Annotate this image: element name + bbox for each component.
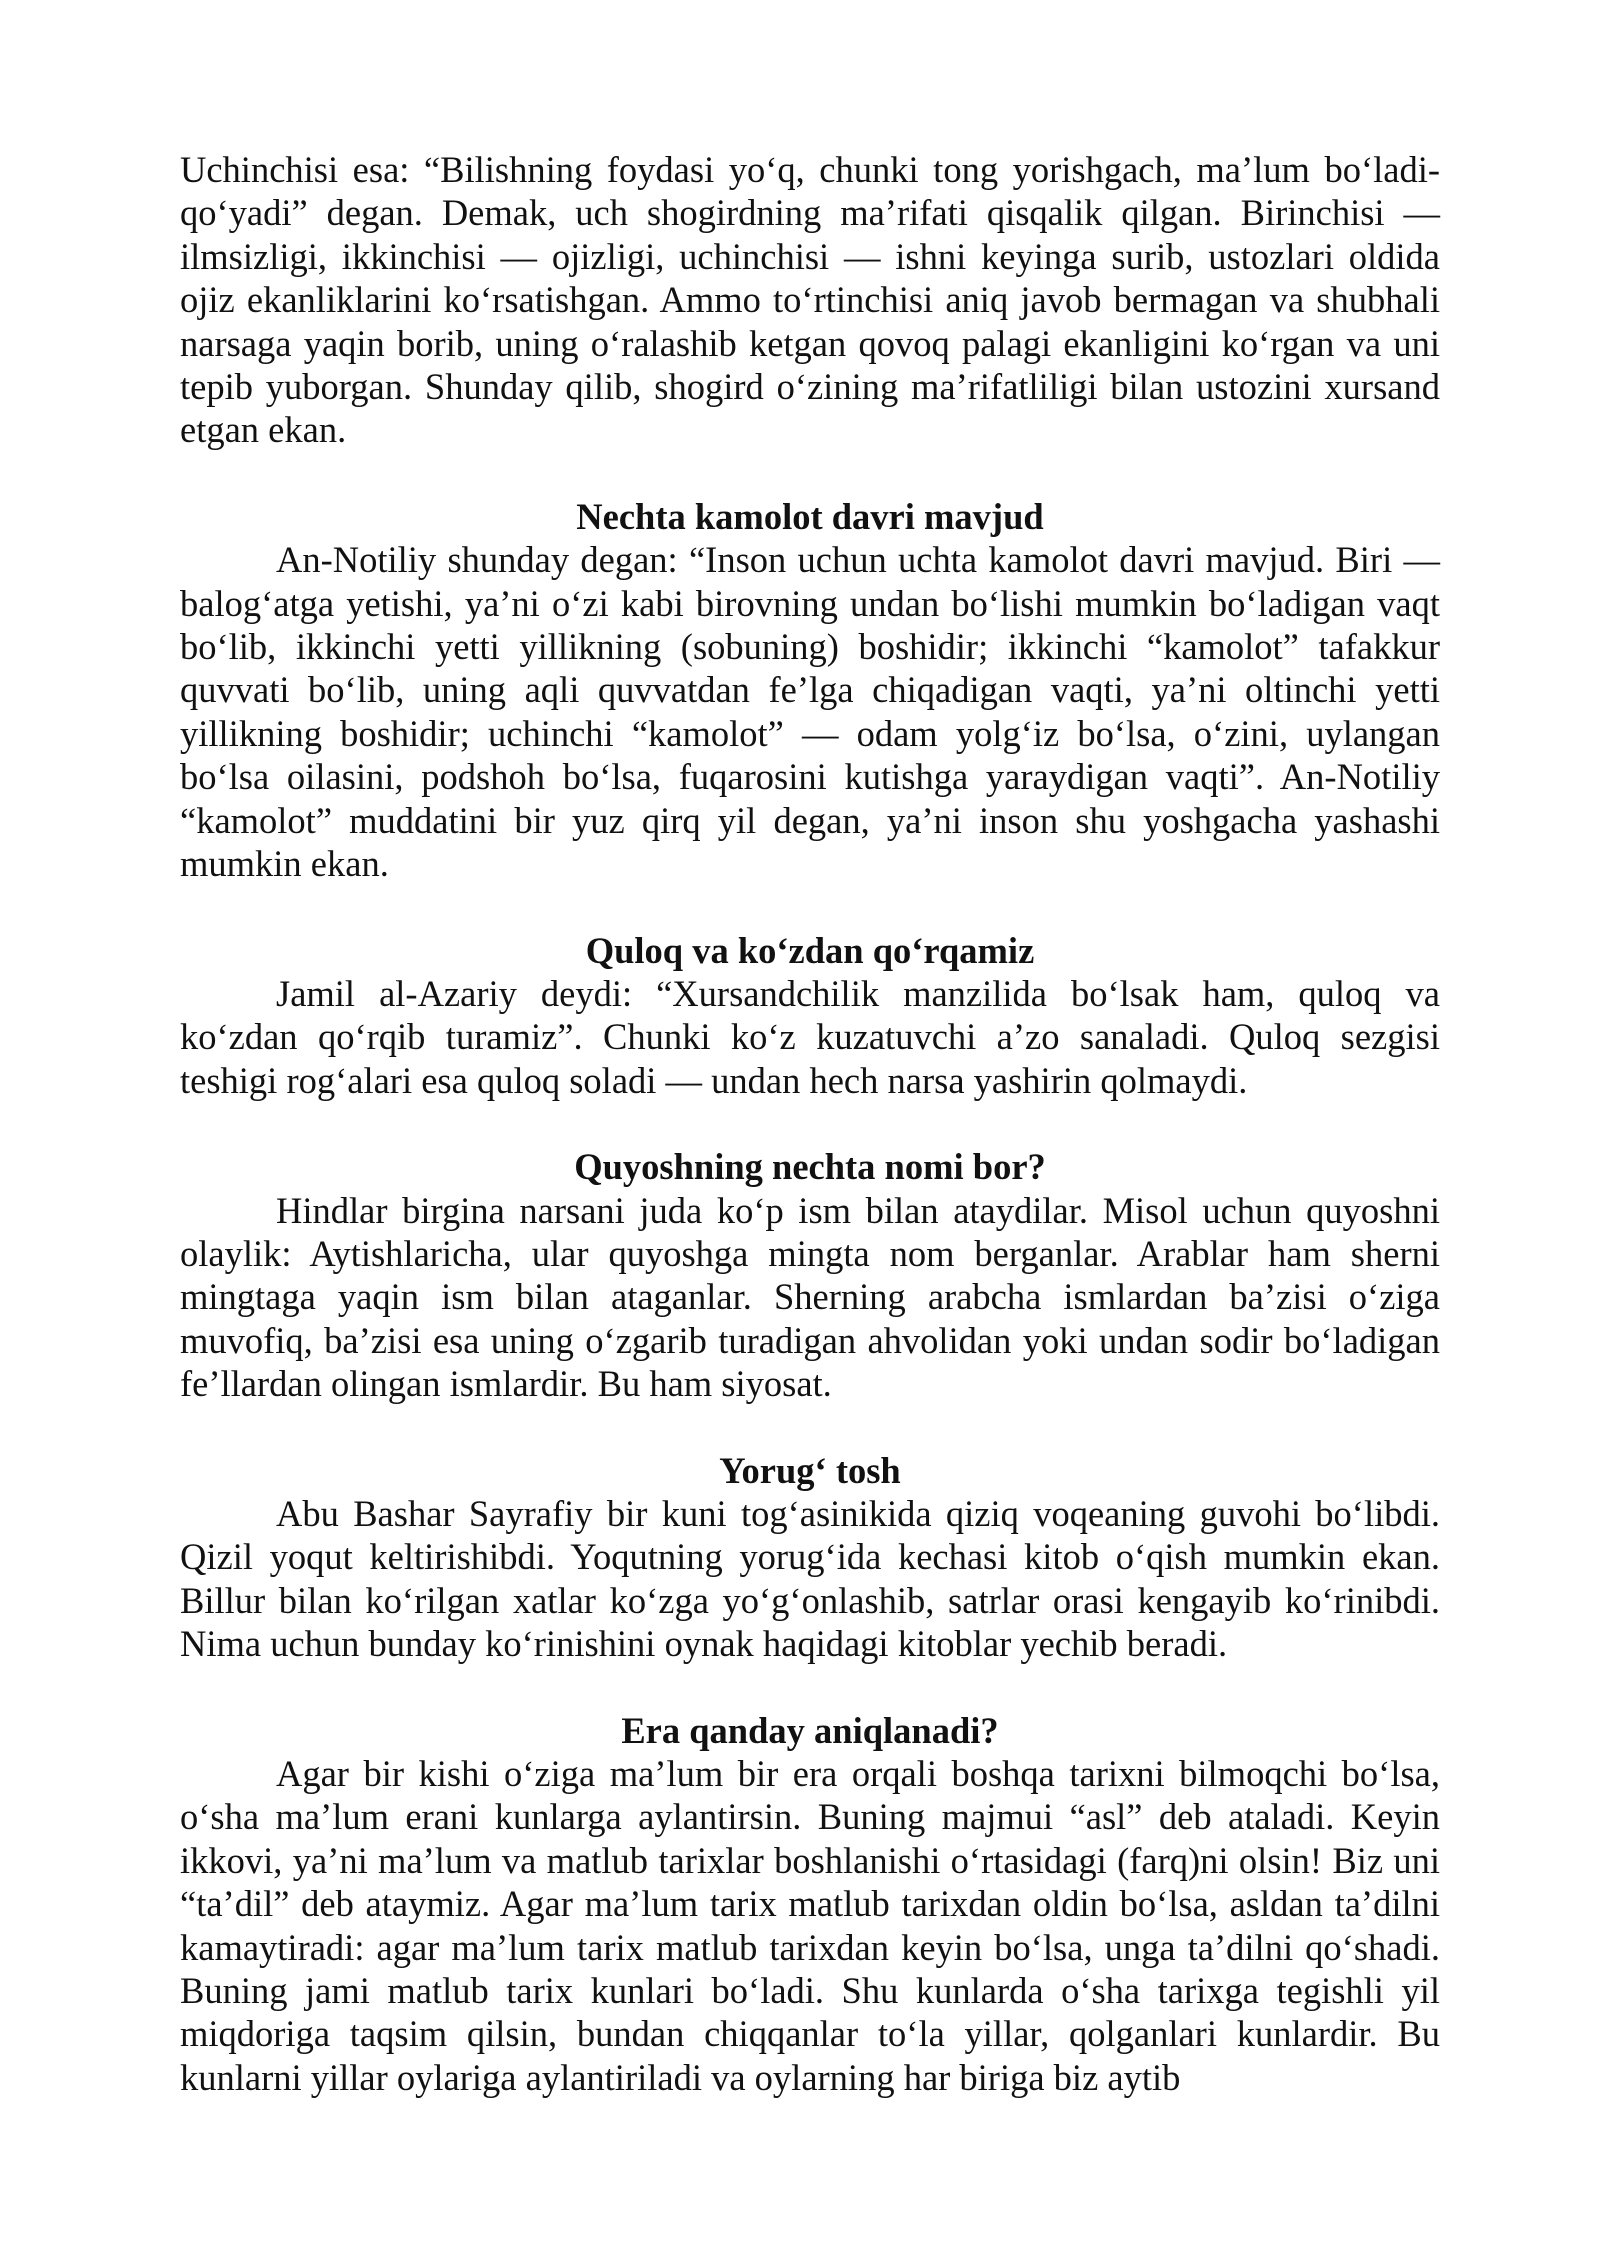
intro-paragraph: Uchinchisi esa: “Bilishning foydasi yo‘q, chunki tong yorishgach, ma’lum bo‘ladi-qo‘yadi” degan. Demak, uch shogirdning ma’rifati qisqalik qilgan. Birinchisi — ilmsizligi, ikkinchisi — ojizligi, uchinchisi — ishni keyinga surib, ustozlari oldida ojiz ekanliklarini ko‘rsatishgan. Ammo to‘rtinchisi aniq javob bermagan va shubhali narsaga yaqin borib, uning o‘ralashib ketgan qovoq palagi ekanligini ko‘rgan va uni tepib yuborgan. Shunday qilib, shogird o‘zining ma’rifatliligi bilan ustozini xursand etgan ekan. [180,149,1440,451]
section-paragraph: Jamil al-Azariy deydi: “Xursandchilik manzilida bo‘lsak ham, quloq va ko‘zdan qo‘rqib turamiz”. Chunki ko‘z kuzatuvchi a’zo sanaladi. Quloq sezgisi teshigi rog‘alari esa quloq soladi — undan hech narsa yashirin qolmaydi. [180,972,1440,1101]
section-heading: Quyoshning nechta nomi bor? [574,1146,1046,1188]
section-paragraph: Agar bir kishi o‘ziga ma’lum bir era orqali boshqa tarixni bilmoqchi bo‘lsa, o‘sha ma’lum erani kunlarga aylantirsin. Buning majmui “asl” deb ataladi. Keyin ikkovi, ya’ni ma’lum va matlub tarixlar boshlanishi o‘rtasidagi (farq)ni olsin! Biz uni “ta’dil” deb ataymiz. Agar ma’lum tarix matlub tarixdan oldin bo‘lsa, asldan ta’dilni kamaytiradi: agar ma’lum tarix matlub tarixdan keyin bo‘lsa, unga ta’dilni qo‘shadi. Buning jami matlub tarix kunlari bo‘ladi. Shu kunlarda o‘sha tarixga tegishli yil miqdoriga taqsim qilsin, bundan chiqqanlar to‘la yillar, qolganlari kunlardir. Bu kunlarni yillar oylariga aylantiriladi va oylarning har biriga biz aytib [180,1753,1440,2098]
section-heading: Era qanday aniqlanadi? [621,1709,999,1751]
document-page [180,148,1440,2099]
section-quloq [180,929,1440,1103]
section-heading: Quloq va ko‘zdan qo‘rqamiz [585,929,1035,971]
section-yorug-tosh [180,1449,1440,1666]
section-paragraph: Hindlar birgina narsani juda ko‘p ism bilan ataydilar. Misol uchun quyoshni olaylik: Aytishlaricha, ular quyoshga mingta nom berganlar. Arablar ham sherni mingtaga yaqin ism bilan ataganlar. Sherning arabcha ismlardan ba’zisi o‘ziga muvofiq, ba’zisi esa uning o‘zgarib turadigan ahvolidan yoki undan sodir bo‘ladigan fe’llardan olingan ismlardir. Bu ham siyosat. [180,1189,1440,1405]
section-paragraph: An-Notiliy shunday degan: “Inson uchun uchta kamolot davri mavjud. Biri — balog‘atga yetishi, ya’ni o‘zi kabi birovning undan bo‘lishi mumkin bo‘ladigan vaqt bo‘lib, ikkinchi yetti yillikning (sobuning) boshidir; ikkinchi “kamolot” tafakkur quvvati bo‘lib, uning aqli quvvatdan fe’lga chiqadigan vaqti, ya’ni oltinchi yetti yillikning boshidir; uchinchi “kamolot” — odam yolg‘iz bo‘lsa, o‘zini, uylangan bo‘lsa oilasini, podshoh bo‘lsa, fuqarosini kutishga yaraydigan vaqti”. An-Notiliy “kamolot” muddatini bir yuz qirq yil degan, ya’ni inson shu yoshgacha yashashi mumkin ekan. [180,539,1440,885]
section-quyosh [180,1145,1440,1405]
section-heading: Nechta kamolot davri mavjud [576,495,1044,537]
section-era [180,1709,1440,2100]
section-paragraph: Abu Bashar Sayrafiy bir kuni tog‘asinikida qiziq voqeaning guvohi bo‘libdi. Qizil yoqut keltirishibdi. Yoqutning yorug‘ida kechasi kitob o‘qish mumkin ekan. Billur bilan ko‘rilgan xatlar ko‘zga yo‘g‘onlashib, satrlar orasi kengayib ko‘rinibdi. Nima uchun bunday ko‘rinishini oynak haqidagi kitoblar yechib beradi. [180,1492,1440,1665]
section-heading: Yorug‘ tosh [719,1449,901,1491]
section-kamolot [180,495,1440,886]
